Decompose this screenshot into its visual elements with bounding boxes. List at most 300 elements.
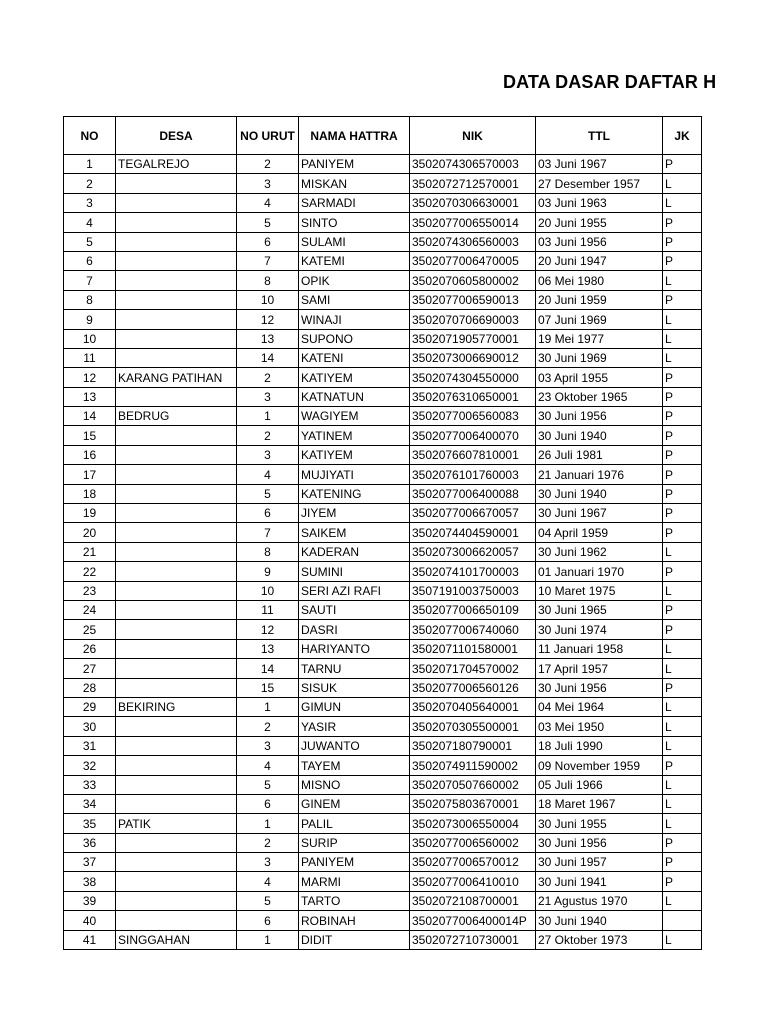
table-row	[64, 562, 702, 581]
table-row	[64, 426, 702, 445]
cell-ttl: 09 November 1959	[536, 756, 663, 775]
cell-desa	[116, 911, 237, 930]
cell-no: 19	[64, 504, 116, 523]
table-header	[64, 117, 702, 155]
cell-no: 16	[64, 445, 116, 464]
cell-nama: MISNO	[299, 775, 410, 794]
cell-nik: 3502077006740060	[410, 620, 536, 639]
cell-desa	[116, 348, 237, 367]
cell-ttl: 06 Mei 1980	[536, 271, 663, 290]
cell-desa	[116, 310, 237, 329]
cell-ttl: 07 Juni 1969	[536, 310, 663, 329]
cell-ttl: 10 Maret 1975	[536, 581, 663, 600]
cell-ttl: 21 Januari 1976	[536, 465, 663, 484]
table-row	[64, 445, 702, 464]
cell-no: 10	[64, 329, 116, 348]
cell-nama: SAIKEM	[299, 523, 410, 542]
cell-desa: SINGGAHAN	[116, 930, 237, 949]
cell-no-urut: 14	[237, 348, 299, 367]
cell-no-urut: 3	[237, 387, 299, 406]
cell-no-urut: 6	[237, 911, 299, 930]
cell-nama: SAUTI	[299, 600, 410, 619]
cell-no: 32	[64, 756, 116, 775]
table-row	[64, 368, 702, 387]
table-row	[64, 193, 702, 212]
cell-jk: P	[663, 251, 702, 270]
cell-nik: 3502070405640001	[410, 697, 536, 716]
cell-nik: 3502074306570003	[410, 155, 536, 174]
table-row	[64, 407, 702, 426]
cell-nik: 3502077006670057	[410, 504, 536, 523]
cell-ttl: 11 Januari 1958	[536, 639, 663, 658]
cell-nama: ROBINAH	[299, 911, 410, 930]
cell-desa	[116, 717, 237, 736]
cell-nik: 3502070605800002	[410, 271, 536, 290]
cell-jk: P	[663, 445, 702, 464]
cell-ttl: 23 Oktober 1965	[536, 387, 663, 406]
cell-no-urut: 6	[237, 794, 299, 813]
cell-nik: 3502072108700001	[410, 891, 536, 910]
cell-ttl: 20 Juni 1959	[536, 290, 663, 309]
table-row	[64, 542, 702, 561]
table-row	[64, 581, 702, 600]
cell-jk: L	[663, 174, 702, 193]
cell-no: 6	[64, 251, 116, 270]
cell-nama: PANIYEM	[299, 853, 410, 872]
cell-ttl: 04 Mei 1964	[536, 697, 663, 716]
table-row	[64, 213, 702, 232]
table-row	[64, 484, 702, 503]
cell-jk: P	[663, 853, 702, 872]
cell-no: 5	[64, 232, 116, 251]
cell-no-urut: 2	[237, 155, 299, 174]
cell-no-urut: 5	[237, 775, 299, 794]
cell-no: 34	[64, 794, 116, 813]
cell-no-urut: 4	[237, 756, 299, 775]
cell-no-urut: 7	[237, 523, 299, 542]
cell-desa	[116, 329, 237, 348]
cell-nama: KATENING	[299, 484, 410, 503]
cell-jk: L	[663, 659, 702, 678]
table-body	[64, 155, 702, 950]
cell-nik: 3502077006650109	[410, 600, 536, 619]
cell-no: 8	[64, 290, 116, 309]
column-header-nik: NIK	[410, 117, 536, 155]
cell-nik: 3502076607810001	[410, 445, 536, 464]
cell-desa	[116, 523, 237, 542]
cell-jk: P	[663, 523, 702, 542]
cell-no-urut: 3	[237, 445, 299, 464]
cell-no: 4	[64, 213, 116, 232]
cell-nik: 3502071101580001	[410, 639, 536, 658]
cell-no-urut: 1	[237, 814, 299, 833]
cell-no-urut: 4	[237, 193, 299, 212]
cell-ttl: 30 Juni 1955	[536, 814, 663, 833]
cell-ttl: 30 Juni 1941	[536, 872, 663, 891]
cell-no-urut: 2	[237, 717, 299, 736]
cell-jk: L	[663, 891, 702, 910]
cell-desa: BEDRUG	[116, 407, 237, 426]
cell-jk: L	[663, 697, 702, 716]
cell-no: 21	[64, 542, 116, 561]
cell-ttl: 01 Januari 1970	[536, 562, 663, 581]
cell-jk: P	[663, 620, 702, 639]
cell-jk: L	[663, 348, 702, 367]
cell-no-urut: 5	[237, 891, 299, 910]
cell-jk: L	[663, 193, 702, 212]
cell-no: 17	[64, 465, 116, 484]
cell-nama: WAGIYEM	[299, 407, 410, 426]
cell-desa	[116, 562, 237, 581]
table-row	[64, 271, 702, 290]
cell-ttl: 21 Agustus 1970	[536, 891, 663, 910]
table-row	[64, 794, 702, 813]
cell-ttl: 03 Mei 1950	[536, 717, 663, 736]
cell-nama: JUWANTO	[299, 736, 410, 755]
cell-nama: SARMADI	[299, 193, 410, 212]
cell-nik: 3502070306630001	[410, 193, 536, 212]
cell-nama: SAMI	[299, 290, 410, 309]
cell-jk: L	[663, 310, 702, 329]
cell-jk: P	[663, 504, 702, 523]
cell-nama: TARTO	[299, 891, 410, 910]
table-row	[64, 600, 702, 619]
cell-no: 3	[64, 193, 116, 212]
cell-no-urut: 12	[237, 620, 299, 639]
cell-desa	[116, 484, 237, 503]
cell-desa	[116, 678, 237, 697]
cell-nik: 3502072712570001	[410, 174, 536, 193]
cell-ttl: 30 Juni 1940	[536, 484, 663, 503]
cell-no-urut: 7	[237, 251, 299, 270]
cell-nama: YATINEM	[299, 426, 410, 445]
cell-nama: SERI AZI RAFI	[299, 581, 410, 600]
cell-no-urut: 4	[237, 872, 299, 891]
cell-desa	[116, 736, 237, 755]
table-row	[64, 348, 702, 367]
cell-nik: 3502074306560003	[410, 232, 536, 251]
cell-ttl: 20 Juni 1947	[536, 251, 663, 270]
cell-ttl: 30 Juni 1957	[536, 853, 663, 872]
table-row	[64, 814, 702, 833]
cell-desa	[116, 891, 237, 910]
cell-nik: 3502077006400070	[410, 426, 536, 445]
cell-jk: L	[663, 930, 702, 949]
cell-nik: 3502077006400014P	[410, 911, 536, 930]
cell-no-urut: 12	[237, 310, 299, 329]
table-row	[64, 853, 702, 872]
cell-jk: P	[663, 833, 702, 852]
table-row	[64, 756, 702, 775]
cell-nik: 3502077006400088	[410, 484, 536, 503]
cell-no: 29	[64, 697, 116, 716]
cell-nama: KATNATUN	[299, 387, 410, 406]
cell-nama: YASIR	[299, 717, 410, 736]
cell-desa	[116, 872, 237, 891]
cell-desa	[116, 426, 237, 445]
table-row	[64, 775, 702, 794]
cell-no-urut: 8	[237, 271, 299, 290]
cell-no: 33	[64, 775, 116, 794]
cell-jk: L	[663, 271, 702, 290]
cell-nik: 3502076310650001	[410, 387, 536, 406]
cell-ttl: 26 Juli 1981	[536, 445, 663, 464]
table-row	[64, 329, 702, 348]
cell-ttl: 17 April 1957	[536, 659, 663, 678]
cell-desa	[116, 251, 237, 270]
cell-nama: WINAJI	[299, 310, 410, 329]
cell-ttl: 03 Juni 1963	[536, 193, 663, 212]
cell-jk: P	[663, 155, 702, 174]
cell-no-urut: 15	[237, 678, 299, 697]
cell-ttl: 20 Juni 1955	[536, 213, 663, 232]
cell-ttl: 19 Mei 1977	[536, 329, 663, 348]
cell-ttl: 18 Juli 1990	[536, 736, 663, 755]
cell-jk: P	[663, 484, 702, 503]
table-row	[64, 872, 702, 891]
cell-jk: P	[663, 232, 702, 251]
cell-nik: 3502077006560126	[410, 678, 536, 697]
cell-ttl: 30 Juni 1956	[536, 407, 663, 426]
table-row	[64, 891, 702, 910]
cell-desa	[116, 794, 237, 813]
cell-no-urut: 13	[237, 639, 299, 658]
cell-nama: PALIL	[299, 814, 410, 833]
table-row	[64, 620, 702, 639]
cell-no-urut: 3	[237, 853, 299, 872]
cell-no: 36	[64, 833, 116, 852]
table-row	[64, 504, 702, 523]
cell-ttl: 30 Juni 1965	[536, 600, 663, 619]
cell-desa	[116, 853, 237, 872]
cell-nama: GINEM	[299, 794, 410, 813]
table-row	[64, 930, 702, 949]
cell-jk: P	[663, 426, 702, 445]
cell-desa	[116, 833, 237, 852]
cell-nik: 3502073006550004	[410, 814, 536, 833]
cell-no: 23	[64, 581, 116, 600]
table-row	[64, 659, 702, 678]
cell-jk: P	[663, 387, 702, 406]
cell-ttl: 30 Juni 1956	[536, 678, 663, 697]
table-row	[64, 833, 702, 852]
data-table	[63, 116, 702, 950]
cell-no: 25	[64, 620, 116, 639]
cell-no: 24	[64, 600, 116, 619]
cell-no-urut: 14	[237, 659, 299, 678]
cell-nik: 3502077006570012	[410, 853, 536, 872]
cell-ttl: 30 Juni 1940	[536, 426, 663, 445]
cell-no-urut: 9	[237, 562, 299, 581]
cell-jk: L	[663, 639, 702, 658]
cell-desa	[116, 174, 237, 193]
table-row	[64, 155, 702, 174]
cell-jk: L	[663, 717, 702, 736]
cell-ttl: 04 April 1959	[536, 523, 663, 542]
cell-nama: KATEMI	[299, 251, 410, 270]
cell-nama: SISUK	[299, 678, 410, 697]
cell-nama: JIYEM	[299, 504, 410, 523]
cell-desa: KARANG PATIHAN	[116, 368, 237, 387]
cell-nik: 3507191003750003	[410, 581, 536, 600]
cell-ttl: 30 Juni 1962	[536, 542, 663, 561]
cell-nama: KADERAN	[299, 542, 410, 561]
cell-desa	[116, 639, 237, 658]
cell-nik: 3502073006690012	[410, 348, 536, 367]
cell-no-urut: 2	[237, 833, 299, 852]
cell-nama: KATENI	[299, 348, 410, 367]
cell-no: 7	[64, 271, 116, 290]
column-header-ttl: TTL	[536, 117, 663, 155]
cell-nama: TAYEM	[299, 756, 410, 775]
cell-no-urut: 6	[237, 504, 299, 523]
cell-ttl: 03 April 1955	[536, 368, 663, 387]
table-row	[64, 387, 702, 406]
cell-nama: MUJIYATI	[299, 465, 410, 484]
cell-nama: MISKAN	[299, 174, 410, 193]
cell-no: 11	[64, 348, 116, 367]
cell-no: 2	[64, 174, 116, 193]
cell-no: 26	[64, 639, 116, 658]
cell-jk	[663, 911, 702, 930]
cell-nik: 3502077006590013	[410, 290, 536, 309]
table-row	[64, 697, 702, 716]
cell-nik: 3502070305500001	[410, 717, 536, 736]
cell-nama: MARMI	[299, 872, 410, 891]
cell-ttl: 03 Juni 1967	[536, 155, 663, 174]
cell-jk: P	[663, 872, 702, 891]
cell-no-urut: 6	[237, 232, 299, 251]
cell-jk: P	[663, 600, 702, 619]
cell-jk: L	[663, 581, 702, 600]
cell-no: 28	[64, 678, 116, 697]
cell-desa	[116, 465, 237, 484]
cell-no: 40	[64, 911, 116, 930]
cell-jk: P	[663, 290, 702, 309]
cell-desa	[116, 600, 237, 619]
cell-no-urut: 13	[237, 329, 299, 348]
cell-no-urut: 2	[237, 426, 299, 445]
cell-no-urut: 10	[237, 581, 299, 600]
cell-ttl: 27 Desember 1957	[536, 174, 663, 193]
cell-nama: SULAMI	[299, 232, 410, 251]
document-title: DATA DASAR DAFTAR H	[503, 72, 717, 92]
cell-no: 27	[64, 659, 116, 678]
cell-no-urut: 2	[237, 368, 299, 387]
cell-desa	[116, 775, 237, 794]
table-row	[64, 251, 702, 270]
cell-ttl: 27 Oktober 1973	[536, 930, 663, 949]
cell-nik: 3502077006550014	[410, 213, 536, 232]
cell-no-urut: 10	[237, 290, 299, 309]
cell-nama: SURIP	[299, 833, 410, 852]
cell-no: 37	[64, 853, 116, 872]
cell-nik: 3502077006560002	[410, 833, 536, 852]
cell-nama: KATIYEM	[299, 368, 410, 387]
cell-no: 39	[64, 891, 116, 910]
cell-nama: PANIYEM	[299, 155, 410, 174]
column-header-jk: JK	[663, 117, 702, 155]
cell-no: 35	[64, 814, 116, 833]
cell-nik: 3502074404590001	[410, 523, 536, 542]
cell-no: 20	[64, 523, 116, 542]
cell-ttl: 30 Juni 1974	[536, 620, 663, 639]
cell-nik: 3502071905770001	[410, 329, 536, 348]
cell-nama: SUMINI	[299, 562, 410, 581]
table-row	[64, 717, 702, 736]
table-row	[64, 678, 702, 697]
column-header-desa: DESA	[116, 117, 237, 155]
cell-desa	[116, 659, 237, 678]
cell-jk: P	[663, 562, 702, 581]
cell-no: 1	[64, 155, 116, 174]
cell-jk: P	[663, 407, 702, 426]
cell-no: 13	[64, 387, 116, 406]
cell-nik: 3502071704570002	[410, 659, 536, 678]
cell-ttl: 30 Juni 1940	[536, 911, 663, 930]
cell-no: 31	[64, 736, 116, 755]
cell-nama: SINTO	[299, 213, 410, 232]
cell-nik: 3502077006560083	[410, 407, 536, 426]
table-row	[64, 310, 702, 329]
cell-jk: P	[663, 368, 702, 387]
cell-no: 22	[64, 562, 116, 581]
cell-nama: HARIYANTO	[299, 639, 410, 658]
cell-nik: 3502074304550000	[410, 368, 536, 387]
cell-no-urut: 1	[237, 407, 299, 426]
cell-desa	[116, 445, 237, 464]
cell-desa	[116, 213, 237, 232]
cell-no-urut: 11	[237, 600, 299, 619]
column-header-no-urut: NO URUT	[237, 117, 299, 155]
table-row	[64, 639, 702, 658]
cell-jk: P	[663, 213, 702, 232]
cell-nik: 3502074911590002	[410, 756, 536, 775]
column-header-no: NO	[64, 117, 116, 155]
cell-desa	[116, 542, 237, 561]
cell-nik: 3502077006470005	[410, 251, 536, 270]
cell-no-urut: 8	[237, 542, 299, 561]
cell-no-urut: 1	[237, 697, 299, 716]
table-row	[64, 465, 702, 484]
cell-jk: L	[663, 329, 702, 348]
cell-no: 9	[64, 310, 116, 329]
cell-ttl: 30 Juni 1969	[536, 348, 663, 367]
cell-desa: PATIK	[116, 814, 237, 833]
cell-nik: 3502075803670001	[410, 794, 536, 813]
cell-jk: L	[663, 794, 702, 813]
cell-nama: SUPONO	[299, 329, 410, 348]
table-row	[64, 911, 702, 930]
cell-jk: L	[663, 736, 702, 755]
cell-ttl: 30 Juni 1956	[536, 833, 663, 852]
cell-no: 14	[64, 407, 116, 426]
cell-desa	[116, 193, 237, 212]
cell-nik: 3502072710730001	[410, 930, 536, 949]
cell-nama: KATIYEM	[299, 445, 410, 464]
cell-desa: BEKIRING	[116, 697, 237, 716]
cell-jk: L	[663, 775, 702, 794]
cell-nama: GIMUN	[299, 697, 410, 716]
cell-ttl: 03 Juni 1956	[536, 232, 663, 251]
cell-nama: DASRI	[299, 620, 410, 639]
column-header-nama-hattra: NAMA HATTRA	[299, 117, 410, 155]
cell-nama: OPIK	[299, 271, 410, 290]
cell-no: 41	[64, 930, 116, 949]
cell-nik: 3502070706690003	[410, 310, 536, 329]
cell-nama: TARNU	[299, 659, 410, 678]
cell-no-urut: 1	[237, 930, 299, 949]
